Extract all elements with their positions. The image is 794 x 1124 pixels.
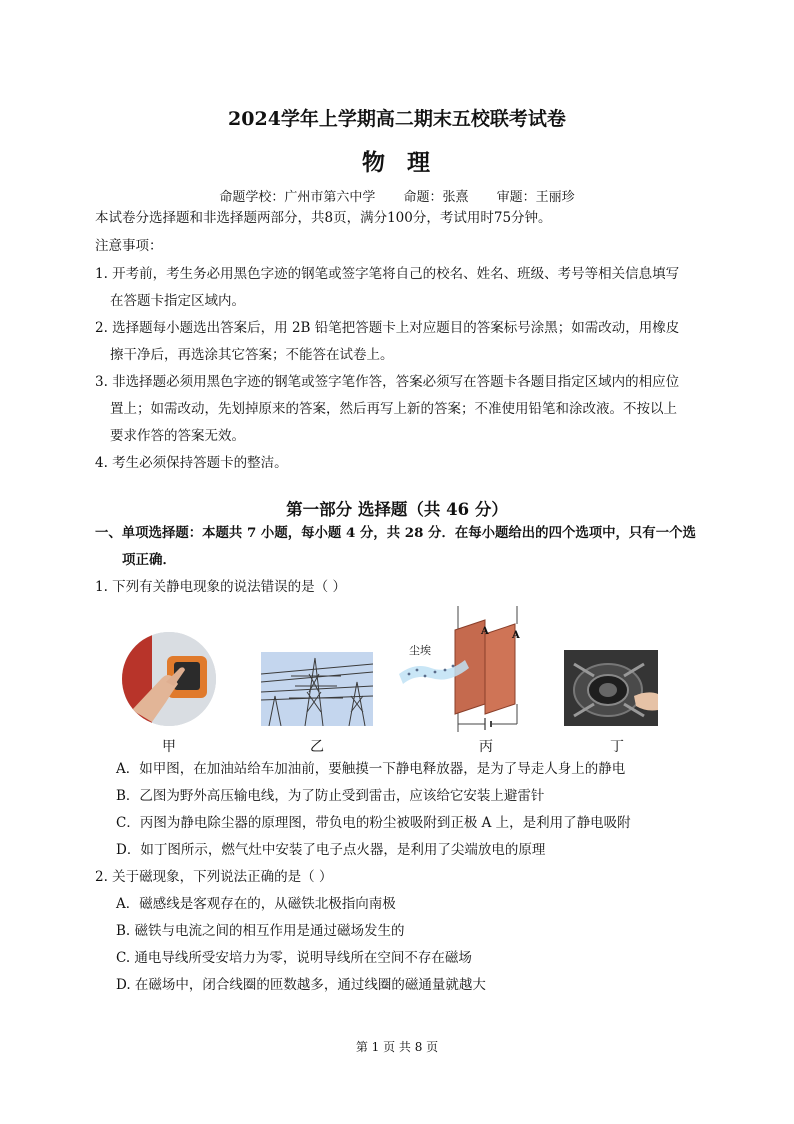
note-line: 要求作答的答案无效。 (110, 428, 245, 444)
school-info: 命题学校：广州市第六中学 (219, 190, 376, 205)
section-instruction-cont: 项正确． (122, 552, 176, 568)
figure-yi-power-tower (261, 652, 373, 726)
hand-discharger-illustration (122, 632, 216, 726)
plate-label-a: A (481, 626, 489, 637)
note-line: 擦干净后，再选涂其它答案；不能答在试卷上。 (110, 347, 394, 363)
note-line: 1. 开考前，考生务必用黑色字迹的钢笔或签字笔将自己的校名、姓名、班级、考号等相关信息填写 (95, 266, 680, 282)
q1-option-c: C．丙图为静电除尘器的原理图，带负电的粉尘被吸附到正极 A 上，是利用了静电吸附 (116, 815, 631, 831)
subject-char-2: 理 (407, 149, 432, 176)
plate-label-a-2: A (512, 630, 520, 641)
figure-label-ding: 丁 (610, 739, 624, 755)
figure-ding-gas-stove (564, 650, 658, 726)
gas-stove-illustration (564, 650, 658, 726)
q1-option-a: A．如甲图，在加油站给车加油前，要触摸一下静电释放器，是为了导走人身上的静电 (116, 761, 626, 777)
figure-jia-static-discharger (122, 632, 216, 726)
section-title: 第一部分 选择题（共 46 分） (286, 500, 508, 519)
reviewer-info: 审题：王丽珍 (496, 190, 575, 205)
figure-label-jia: 甲 (162, 739, 176, 755)
author-info: 命题：张熹 (403, 190, 469, 205)
q2-option-c: C. 通电导线所受安培力为零，说明导线所在空间不存在磁场 (116, 950, 472, 966)
dust-label: 尘埃 (409, 644, 431, 657)
figure-label-bing: 丙 (479, 739, 493, 755)
intro-text: 本试卷分选择题和非选择题两部分，共8页，满分100分，考试用时75分钟。 (95, 210, 552, 226)
power-tower-illustration (261, 652, 373, 726)
note-line: 置上；如需改动，先划掉原来的答案，然后再写上新的答案；不准使用铅笔和涂改液。不按以上 (110, 401, 677, 417)
notes-heading: 注意事项： (95, 238, 163, 254)
q1-stem: 1. 下列有关静电现象的说法错误的是（ ） (95, 579, 346, 595)
q1-option-b: B．乙图为野外高压输电线，为了防止受到雷击，应该给它安装上避雷针 (116, 788, 545, 804)
subject-title (0, 144, 794, 177)
page-footer: 第 1 页 共 8 页 (355, 1040, 439, 1054)
exam-title: 2024学年上学期高二期末五校联考试卷 (228, 108, 566, 130)
q2-stem: 2. 关于磁现象，下列说法正确的是（ ） (95, 869, 333, 885)
figure-bing-precipitator (395, 604, 535, 734)
q2-option-a: A．磁感线是客观存在的，从磁铁北极指向南极 (116, 896, 396, 912)
q2-option-d: D. 在磁场中，闭合线圈的匝数越多，通过线圈的磁通量就越大 (116, 977, 486, 993)
figure-label-yi: 乙 (310, 739, 324, 755)
precipitator-diagram (395, 604, 535, 734)
q1-option-d: D．如丁图所示，燃气灶中安装了电子点火器，是利用了尖端放电的原理 (116, 842, 546, 858)
section-instruction: 一、单项选择题：本题共 7 小题，每小题 4 分，共 28 分．在每小题给出的四个选项中，只有一个选 (95, 525, 696, 541)
note-line: 4. 考生必须保持答题卡的整洁。 (95, 455, 288, 471)
note-line: 2. 选择题每小题选出答案后，用 2B 铅笔把答题卡上对应题目的答案标号涂黑；如需改动，用橡皮 (95, 320, 680, 336)
q2-option-b: B. 磁铁与电流之间的相互作用是通过磁场发生的 (116, 923, 405, 939)
note-line: 在答题卡指定区域内。 (110, 293, 245, 309)
exam-meta (0, 186, 794, 205)
note-line: 3. 非选择题必须用黑色字迹的钢笔或签字笔作答，答案必须写在答题卡各题目指定区域内的相应位 (95, 374, 680, 390)
subject-char-1: 物 (362, 149, 387, 176)
